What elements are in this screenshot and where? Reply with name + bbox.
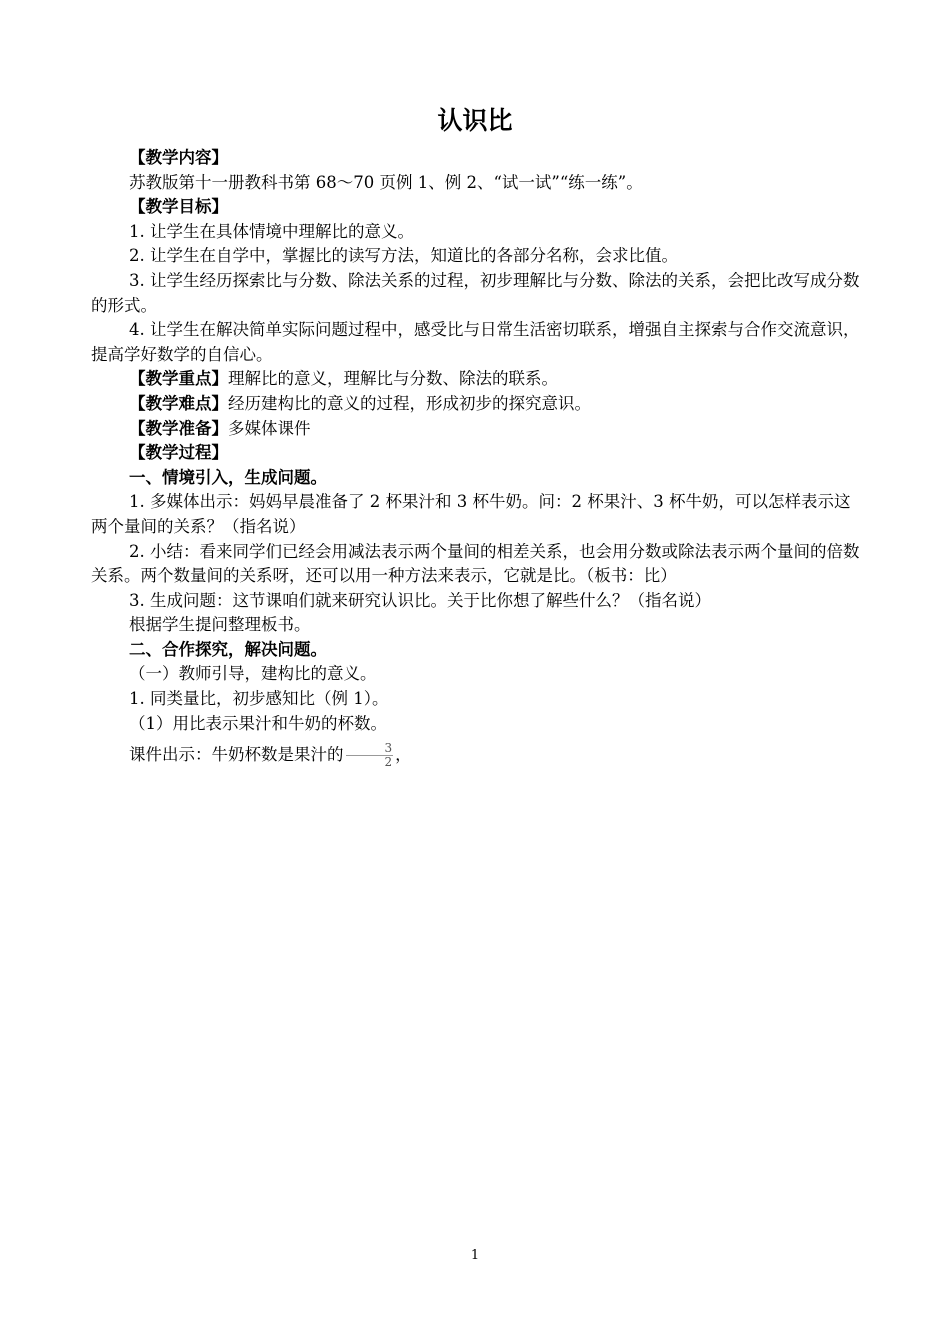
subsection-item-1: 1. 同类量比，初步感知比（例 1）。 [129,689,389,709]
paragraph-teaching-content: 苏教版第十一册教科书第 68～70 页例 1、例 2、“试一试”“练一练”。 [129,172,643,192]
heading-teaching-goals: 【教学目标】 [129,197,228,217]
subsection-heading: （一）教师引导，建构比的意义。 [129,664,377,684]
heading-key-points: 【教学重点】 [129,369,228,389]
heading-preparation: 【教学准备】 [129,418,228,438]
goal-item-4: 4. 让学生在解决简单实际问题过程中，感受比与日常生活密切联系，增强自主探索与合作交流意识，提高学好数学的自信心。 [91,320,860,364]
heading-difficulties: 【教学难点】 [129,393,228,413]
document-title: 认识比 [437,106,513,135]
paragraph-preparation [91,417,863,442]
fraction-numerator: 3 [346,742,394,756]
subsection-item-1a: （1）用比表示果汁和牛奶的杯数。 [129,713,387,733]
fraction [346,742,394,769]
paragraph-key-points [91,367,863,392]
process-item-1: 1. 多媒体出示：妈妈早晨准备了 2 杯果汁和 3 杯牛奶。问：2 杯果汁、3 杯牛奶，可以怎样表示这两个量间的关系？（指名说） [91,492,851,536]
section-heading-1: 一、情境引入，生成问题。 [129,467,327,487]
page-number: 1 [470,1248,480,1263]
process-note: 根据学生提问整理板书。 [129,615,311,635]
heading-teaching-content: 【教学内容】 [129,148,228,167]
document-body [91,146,863,769]
goal-item-2: 2. 让学生在自学中，掌握比的读写方法，知道比的各部分名称，会求比值。 [129,246,678,266]
goal-item-1: 1. 让学生在具体情境中理解比的意义。 [129,221,414,241]
difficulties-text: 经历建构比的意义的过程，形成初步的探究意识。 [228,393,591,413]
process-item-3: 3. 生成问题：这节课咱们就来研究认识比。关于比你想了解些什么？（指名说） [129,590,711,610]
courseware-suffix: ， [395,745,412,765]
section-heading-2: 二、合作探究，解决问题。 [129,639,327,659]
heading-teaching-process: 【教学过程】 [129,443,228,463]
process-item-2: 2. 小结：看来同学们已经会用减法表示两个量间的相差关系，也会用分数或除法表示两个量间的倍数关系。两个数量间的关系呀，还可以用一种方法来表示，它就是比。（板书：比） [91,541,860,586]
goal-item-3: 3. 让学生经历探索比与分数、除法关系的过程，初步理解比与分数、除法的关系，会把比改写成分数的形式。 [91,270,860,315]
key-points-text: 理解比的意义，理解比与分数、除法的联系。 [228,369,558,389]
courseware-line [91,742,863,769]
paragraph-difficulties [91,392,863,417]
courseware-text: 课件出示：牛奶杯数是果汁的 [129,745,344,765]
fraction-denominator: 2 [384,755,393,770]
preparation-text: 多媒体课件 [228,418,311,438]
